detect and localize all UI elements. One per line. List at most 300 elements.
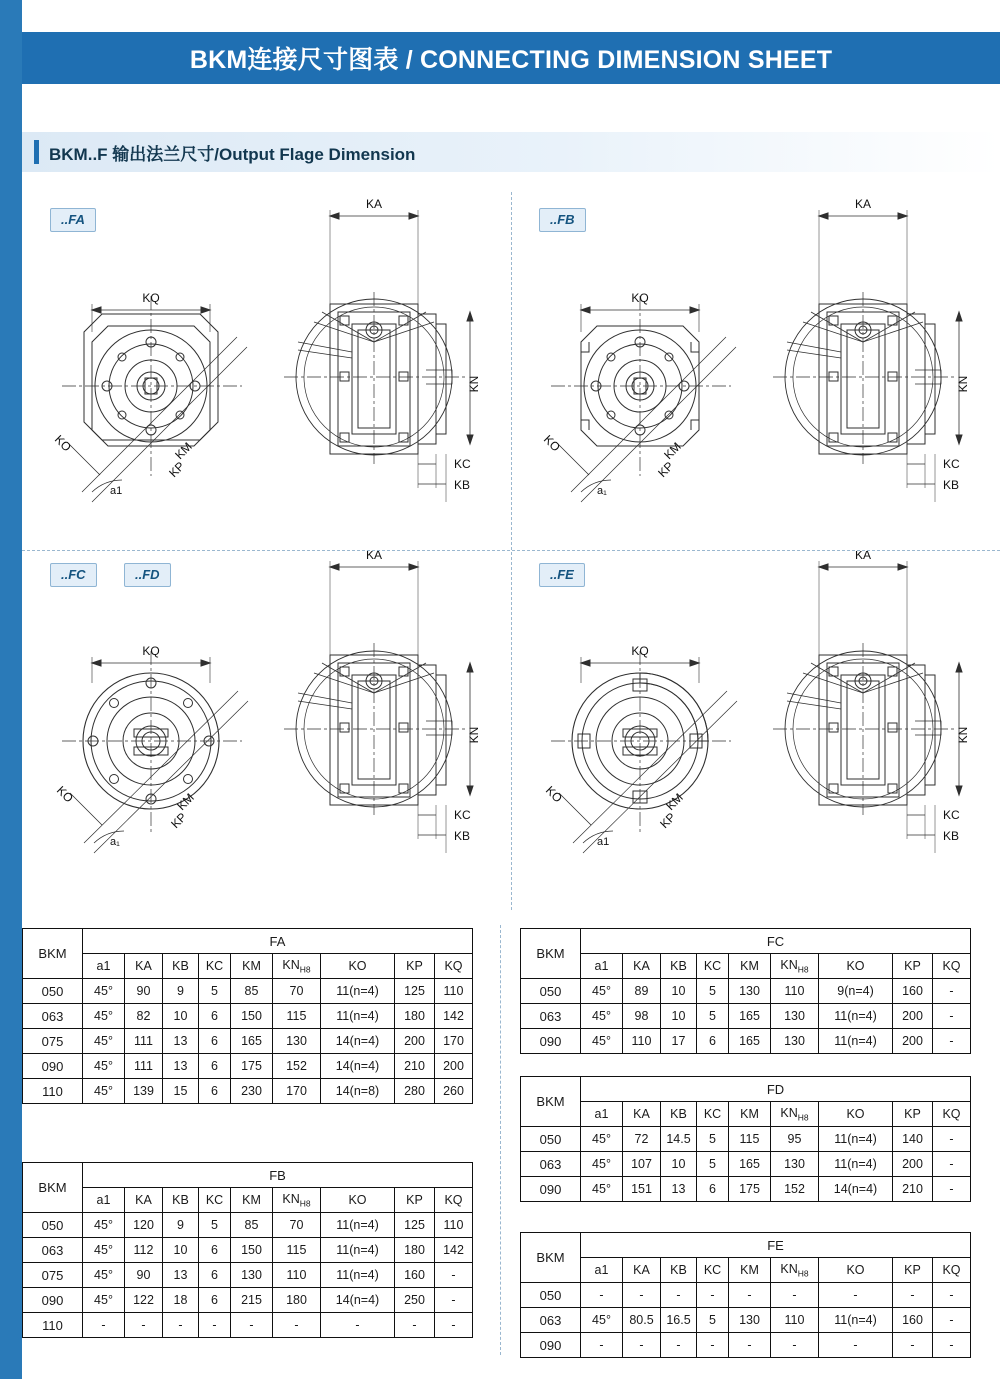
table-row <box>521 1152 971 1177</box>
cell-km: - <box>231 1313 273 1338</box>
cell-kc: - <box>697 1283 729 1308</box>
cell-ka: 72 <box>623 1127 661 1152</box>
label-a1-fa: a1 <box>110 485 123 497</box>
header-kq: KQ <box>933 954 971 979</box>
header-a1: a1 <box>83 954 125 979</box>
panel-tag-fa: ..FA <box>50 208 96 232</box>
cell-kn: - <box>771 1283 819 1308</box>
cell-ka: - <box>623 1283 661 1308</box>
cell-bkm: 050 <box>521 1127 581 1152</box>
cell-kp: 210 <box>395 1054 435 1079</box>
table-header-row <box>521 1233 971 1258</box>
header-kn: $KN_{H8}$ <box>771 954 819 979</box>
cell-a1: 45° <box>83 1029 125 1054</box>
panel-fe <box>511 551 1000 909</box>
cell-km: - <box>729 1283 771 1308</box>
cell-kb: 10 <box>163 1004 199 1029</box>
cell-km: 165 <box>729 1029 771 1054</box>
cell-kq: - <box>933 1177 971 1202</box>
label-kn-fa: KN <box>467 375 481 393</box>
cell-a1: 45° <box>83 1079 125 1104</box>
cell-kb: 18 <box>163 1288 199 1313</box>
page-title-band <box>22 32 1000 84</box>
label-kn-fe: KN <box>956 726 970 744</box>
header-group-fb: FB <box>83 1163 473 1188</box>
label-kq-fb: KQ <box>631 291 649 305</box>
cell-km: 165 <box>729 1152 771 1177</box>
cell-kq: 142 <box>435 1004 473 1029</box>
cell-km: 150 <box>231 1004 273 1029</box>
header-ka: KA <box>623 1258 661 1283</box>
cell-kn: 70 <box>273 1213 321 1238</box>
header-kp: KP <box>395 954 435 979</box>
cell-kb: 9 <box>163 1213 199 1238</box>
label-kb-fe: KB <box>943 829 960 843</box>
cell-kb: 13 <box>661 1177 697 1202</box>
cell-kb: 15 <box>163 1079 199 1104</box>
cell-kp: - <box>395 1313 435 1338</box>
cell-kc: - <box>199 1313 231 1338</box>
header-kp: KP <box>893 954 933 979</box>
label-ko-fc: KO <box>53 783 77 806</box>
cell-ka: 111 <box>125 1029 163 1054</box>
cell-kb: 9 <box>163 979 199 1004</box>
cell-kp: 200 <box>893 1004 933 1029</box>
label-km-fa: KM <box>172 439 195 463</box>
cell-kc: 6 <box>199 1288 231 1313</box>
label-ko-fe: KO <box>542 783 566 806</box>
cell-kq: - <box>933 1127 971 1152</box>
label-kp-fa: KP <box>166 458 188 481</box>
cell-km: 165 <box>729 1004 771 1029</box>
cell-kc: 6 <box>697 1177 729 1202</box>
header-kq: KQ <box>435 1188 473 1213</box>
header-a1: a1 <box>581 1258 623 1283</box>
label-kq-fc: KQ <box>142 644 160 658</box>
cell-km: 150 <box>231 1238 273 1263</box>
label-kb-fc: KB <box>454 829 471 843</box>
cell-kn: - <box>273 1313 321 1338</box>
cell-ka: 110 <box>623 1029 661 1054</box>
header-group-fe: FE <box>581 1233 971 1258</box>
table-header-row <box>521 1077 971 1102</box>
header-group-fd: FD <box>581 1077 971 1102</box>
cell-kn: 170 <box>273 1079 321 1104</box>
panel-fc-fd <box>22 551 511 909</box>
cell-km: 175 <box>729 1177 771 1202</box>
table-row <box>521 1333 971 1358</box>
cell-km: 230 <box>231 1079 273 1104</box>
cell-kq: - <box>933 1333 971 1358</box>
cell-a1: 45° <box>581 1177 623 1202</box>
header-group-fc: FC <box>581 929 971 954</box>
cell-kq: 142 <box>435 1238 473 1263</box>
table-subheader-row <box>521 1258 971 1283</box>
drawing-fe <box>511 551 1000 909</box>
cell-km: - <box>729 1333 771 1358</box>
cell-bkm: 050 <box>23 1213 83 1238</box>
dimension-table-fe <box>520 1232 971 1358</box>
cell-a1: 45° <box>83 1238 125 1263</box>
cell-a1: - <box>581 1333 623 1358</box>
cell-kn: 110 <box>771 1308 819 1333</box>
label-ko-fb: KO <box>540 432 564 455</box>
cell-kc: 5 <box>697 1308 729 1333</box>
cell-kc: 6 <box>199 1238 231 1263</box>
label-ka-fc: KA <box>365 551 383 562</box>
label-kb-fb: KB <box>943 478 960 492</box>
header-kc: KC <box>199 1188 231 1213</box>
label-ka-fa: KA <box>365 197 383 211</box>
cell-ka: 80.5 <box>623 1308 661 1333</box>
dimension-table-fb <box>22 1162 473 1338</box>
table-row <box>23 1263 473 1288</box>
panel-tag-fc: ..FC <box>50 563 97 587</box>
cell-kb: - <box>661 1283 697 1308</box>
cell-ka: 139 <box>125 1079 163 1104</box>
label-kc-fe: KC <box>943 808 960 822</box>
cell-kn: 180 <box>273 1288 321 1313</box>
cell-kq: 200 <box>435 1054 473 1079</box>
label-kc-fa: KC <box>454 457 471 471</box>
cell-a1: 45° <box>581 1004 623 1029</box>
cell-bkm: 090 <box>23 1054 83 1079</box>
cell-bkm: 050 <box>521 1283 581 1308</box>
cell-a1: - <box>581 1283 623 1308</box>
cell-kn: 115 <box>273 1238 321 1263</box>
cell-bkm: 075 <box>23 1263 83 1288</box>
cell-kn: 152 <box>771 1177 819 1202</box>
cell-ka: 107 <box>623 1152 661 1177</box>
cell-kp: 200 <box>893 1029 933 1054</box>
cell-kp: 160 <box>395 1263 435 1288</box>
section-header <box>22 132 1000 172</box>
cell-kp: 125 <box>395 979 435 1004</box>
header-kb: KB <box>661 1258 697 1283</box>
table-row <box>23 1029 473 1054</box>
header-ka: KA <box>623 954 661 979</box>
label-a1-fe: a1 <box>597 836 610 848</box>
header-kb: KB <box>163 954 199 979</box>
cell-ka: 82 <box>125 1004 163 1029</box>
label-ka-fe: KA <box>854 551 872 562</box>
header-kp: KP <box>893 1102 933 1127</box>
header-bkm: BKM <box>23 929 83 979</box>
cell-kb: 13 <box>163 1054 199 1079</box>
table-wrap-fd <box>520 1076 971 1202</box>
cell-bkm: 110 <box>23 1313 83 1338</box>
header-ko: KO <box>321 1188 395 1213</box>
label-ka-fb: KA <box>854 197 872 211</box>
cell-kp: 160 <box>893 979 933 1004</box>
cell-kq: - <box>933 979 971 1004</box>
label-km-fc: KM <box>174 790 197 814</box>
label-a1-fc: a₁ <box>110 836 120 848</box>
panel-fa <box>22 192 511 550</box>
cell-ka: 151 <box>623 1177 661 1202</box>
table-row <box>521 1177 971 1202</box>
header-ko: KO <box>819 1258 893 1283</box>
cell-kn: - <box>771 1333 819 1358</box>
cell-kb: 14.5 <box>661 1127 697 1152</box>
table-row <box>23 1288 473 1313</box>
cell-kp: 200 <box>395 1029 435 1054</box>
section-title: BKM..F 输出法兰尺寸/Output Flage Dimension <box>49 144 416 164</box>
cell-a1: 45° <box>581 1152 623 1177</box>
cell-ko: 11(n=4) <box>321 1213 395 1238</box>
table-row <box>23 979 473 1004</box>
header-kc: KC <box>697 1258 729 1283</box>
header-kq: KQ <box>933 1102 971 1127</box>
table-header-row <box>23 929 473 954</box>
cell-a1: 45° <box>581 979 623 1004</box>
dimension-table-fa <box>22 928 473 1104</box>
label-kp-fc: KP <box>168 809 190 832</box>
cell-ko: 14(n=4) <box>321 1054 395 1079</box>
header-ka: KA <box>125 1188 163 1213</box>
cell-ko: 14(n=4) <box>819 1177 893 1202</box>
cell-kb: 13 <box>163 1263 199 1288</box>
cell-ko: 14(n=8) <box>321 1079 395 1104</box>
table-row <box>521 979 971 1004</box>
cell-km: 85 <box>231 1213 273 1238</box>
cell-a1: - <box>83 1313 125 1338</box>
cell-ko: 11(n=4) <box>819 1152 893 1177</box>
header-ka: KA <box>623 1102 661 1127</box>
label-kq-fa: KQ <box>142 291 160 305</box>
cell-kq: 110 <box>435 979 473 1004</box>
cell-kq: - <box>435 1288 473 1313</box>
cell-kb: - <box>661 1333 697 1358</box>
table-subheader-row <box>521 954 971 979</box>
cell-kq: - <box>933 1308 971 1333</box>
cell-kq: - <box>435 1263 473 1288</box>
header-a1: a1 <box>83 1188 125 1213</box>
cell-kn: 130 <box>771 1029 819 1054</box>
cell-kc: 6 <box>199 1029 231 1054</box>
cell-a1: 45° <box>83 979 125 1004</box>
cell-ka: - <box>125 1313 163 1338</box>
header-kn: $KN_{H8}$ <box>771 1258 819 1283</box>
header-kp: KP <box>893 1258 933 1283</box>
cell-kp: 210 <box>893 1177 933 1202</box>
dimension-table-fd <box>520 1076 971 1202</box>
cell-ko: - <box>819 1333 893 1358</box>
cell-kc: 6 <box>697 1029 729 1054</box>
cell-kb: 10 <box>661 1004 697 1029</box>
table-subheader-row <box>23 1188 473 1213</box>
table-header-row <box>521 929 971 954</box>
cell-kc: 6 <box>199 1004 231 1029</box>
cell-a1: 45° <box>581 1029 623 1054</box>
page-title: BKM连接尺寸图表 / CONNECTING DIMENSION SHEET <box>189 46 833 74</box>
cell-km: 175 <box>231 1054 273 1079</box>
table-row <box>23 1004 473 1029</box>
cell-a1: 45° <box>581 1127 623 1152</box>
cell-kp: 140 <box>893 1127 933 1152</box>
label-km-fb: KM <box>661 439 684 463</box>
panel-tag-fe: ..FE <box>539 563 585 587</box>
table-wrap-fc <box>520 928 971 1054</box>
cell-kp: 160 <box>893 1308 933 1333</box>
header-ko: KO <box>321 954 395 979</box>
cell-kq: 260 <box>435 1079 473 1104</box>
table-wrap-fe <box>520 1232 971 1358</box>
cell-kc: 6 <box>199 1263 231 1288</box>
table-row <box>23 1313 473 1338</box>
cell-ka: 122 <box>125 1288 163 1313</box>
header-bkm: BKM <box>521 1077 581 1127</box>
label-ko-fa: KO <box>51 432 75 455</box>
header-kb: KB <box>163 1188 199 1213</box>
header-ka: KA <box>125 954 163 979</box>
drawing-fb <box>511 192 1000 550</box>
cell-ko: 14(n=4) <box>321 1029 395 1054</box>
table-row <box>521 1029 971 1054</box>
cell-km: 85 <box>231 979 273 1004</box>
panel-tag-fb: ..FB <box>539 208 586 232</box>
cell-a1: 45° <box>83 1288 125 1313</box>
cell-kp: 250 <box>395 1288 435 1313</box>
cell-km: 130 <box>231 1263 273 1288</box>
table-row <box>521 1308 971 1333</box>
cell-ko: - <box>321 1313 395 1338</box>
cell-bkm: 090 <box>521 1029 581 1054</box>
label-kp-fb: KP <box>655 458 677 481</box>
cell-kc: 6 <box>199 1054 231 1079</box>
cell-km: 215 <box>231 1288 273 1313</box>
cell-kc: 5 <box>697 1004 729 1029</box>
cell-kq: - <box>933 1004 971 1029</box>
table-subheader-row <box>521 1102 971 1127</box>
dimension-table-fc <box>520 928 971 1054</box>
label-kb-fa: KB <box>454 478 471 492</box>
table-wrap-fb <box>22 1162 473 1338</box>
cell-a1: 45° <box>83 1004 125 1029</box>
header-km: KM <box>231 954 273 979</box>
panel-tag-fd: ..FD <box>124 563 171 587</box>
cell-a1: 45° <box>581 1308 623 1333</box>
drawing-fa <box>22 192 511 550</box>
header-km: KM <box>729 954 771 979</box>
section-accent <box>34 140 39 164</box>
cell-kb: - <box>163 1313 199 1338</box>
cell-kn: 130 <box>771 1004 819 1029</box>
cell-ka: 90 <box>125 979 163 1004</box>
cell-ka: 120 <box>125 1213 163 1238</box>
cell-a1: 45° <box>83 1263 125 1288</box>
label-kn-fb: KN <box>956 375 970 393</box>
cell-km: 165 <box>231 1029 273 1054</box>
cell-kp: 180 <box>395 1004 435 1029</box>
cell-kb: 10 <box>163 1238 199 1263</box>
cell-kq: - <box>933 1283 971 1308</box>
header-kp: KP <box>395 1188 435 1213</box>
cell-ka: 98 <box>623 1004 661 1029</box>
cell-kn: 110 <box>273 1263 321 1288</box>
tables-vertical-divider <box>500 925 501 1355</box>
header-kn: $KN_{H8}$ <box>771 1102 819 1127</box>
cell-kc: - <box>697 1333 729 1358</box>
label-km-fe: KM <box>663 790 686 814</box>
cell-km: 115 <box>729 1127 771 1152</box>
table-row <box>23 1079 473 1104</box>
header-ko: KO <box>819 954 893 979</box>
cell-kp: 125 <box>395 1213 435 1238</box>
cell-ko: 11(n=4) <box>321 979 395 1004</box>
cell-kp: 280 <box>395 1079 435 1104</box>
header-kc: KC <box>199 954 231 979</box>
cell-kp: - <box>893 1283 933 1308</box>
cell-kc: 5 <box>697 1127 729 1152</box>
cell-bkm: 063 <box>23 1004 83 1029</box>
cell-bkm: 090 <box>521 1177 581 1202</box>
cell-kq: - <box>933 1029 971 1054</box>
cell-kn: 70 <box>273 979 321 1004</box>
cell-ka: 89 <box>623 979 661 1004</box>
cell-bkm: 110 <box>23 1079 83 1104</box>
header-km: KM <box>231 1188 273 1213</box>
table-subheader-row <box>23 954 473 979</box>
cell-kb: 10 <box>661 1152 697 1177</box>
table-row <box>23 1054 473 1079</box>
cell-kq: - <box>435 1313 473 1338</box>
cell-kp: 200 <box>893 1152 933 1177</box>
header-group-fa: FA <box>83 929 473 954</box>
cell-a1: 45° <box>83 1054 125 1079</box>
cell-kc: 6 <box>199 1079 231 1104</box>
cell-ko: 11(n=4) <box>321 1263 395 1288</box>
cell-bkm: 050 <box>23 979 83 1004</box>
header-bkm: BKM <box>521 1233 581 1283</box>
header-kn: $KN_{H8}$ <box>273 954 321 979</box>
cell-ka: - <box>623 1333 661 1358</box>
cell-bkm: 075 <box>23 1029 83 1054</box>
header-kc: KC <box>697 1102 729 1127</box>
cell-ko: 11(n=4) <box>819 1127 893 1152</box>
cell-kc: 5 <box>199 1213 231 1238</box>
cell-bkm: 063 <box>521 1004 581 1029</box>
cell-kn: 130 <box>771 1152 819 1177</box>
cell-kn: 95 <box>771 1127 819 1152</box>
cell-kc: 5 <box>697 1152 729 1177</box>
header-kq: KQ <box>933 1258 971 1283</box>
header-km: KM <box>729 1258 771 1283</box>
label-kn-fc: KN <box>467 726 481 744</box>
drawing-fc-fd <box>22 551 511 909</box>
cell-bkm: 050 <box>521 979 581 1004</box>
header-kb: KB <box>661 954 697 979</box>
left-accent-bar <box>0 0 22 1379</box>
cell-ko: 14(n=4) <box>321 1288 395 1313</box>
label-a1-fb: a₁ <box>597 485 607 497</box>
cell-ko: - <box>819 1283 893 1308</box>
cell-kn: 152 <box>273 1054 321 1079</box>
header-kb: KB <box>661 1102 697 1127</box>
table-row <box>23 1213 473 1238</box>
cell-bkm: 063 <box>23 1238 83 1263</box>
cell-kc: 5 <box>199 979 231 1004</box>
cell-ka: 112 <box>125 1238 163 1263</box>
label-kp-fe: KP <box>657 809 679 832</box>
cell-kb: 10 <box>661 979 697 1004</box>
cell-kq: 110 <box>435 1213 473 1238</box>
cell-km: 130 <box>729 1308 771 1333</box>
panel-fb <box>511 192 1000 550</box>
table-header-row <box>23 1163 473 1188</box>
cell-ko: 11(n=4) <box>819 1308 893 1333</box>
cell-ko: 9(n=4) <box>819 979 893 1004</box>
